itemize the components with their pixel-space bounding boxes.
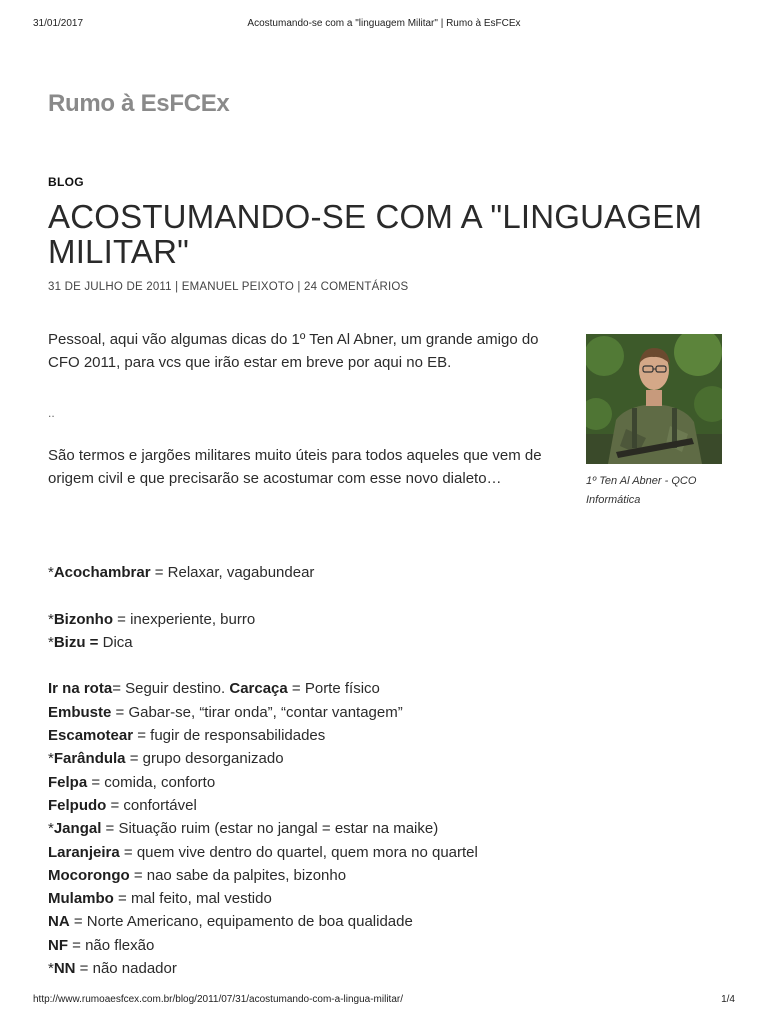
glossary-text: = fugir de responsabilidades — [133, 727, 326, 745]
post-category-link[interactable]: BLOG — [48, 175, 84, 189]
glossary-term: Bizonho — [53, 610, 113, 628]
glossary-entry — [48, 701, 728, 724]
glossary-entry — [48, 957, 728, 980]
glossary-list — [48, 561, 728, 980]
glossary-entry — [48, 608, 728, 631]
glossary-entry — [48, 724, 728, 747]
glossary-text: * — [48, 960, 54, 978]
glossary-text: = não flexão — [68, 936, 155, 954]
glossary-text: = Situação ruim (estar no jangal = estar na maike) — [101, 820, 439, 838]
glossary-text: = quem vive dentro do quartel, quem mora no quartel — [119, 843, 478, 861]
glossary-entry — [48, 561, 728, 584]
glossary-text: = Relaxar, vagabundear — [150, 564, 315, 581]
glossary-text: * — [48, 610, 54, 628]
glossary-term: Felpa — [48, 773, 88, 791]
glossary-text: = inexperiente, burro — [113, 610, 256, 628]
glossary-text: * — [48, 750, 54, 768]
glossary-term: Farândula — [53, 750, 126, 768]
print-date: 31/01/2017 — [33, 18, 84, 29]
glossary-term: Jangal — [53, 820, 102, 838]
glossary-term: Laranjeira — [48, 843, 120, 861]
glossary-term: Mocorongo — [48, 866, 130, 884]
glossary-term: Mulambo — [48, 890, 114, 908]
glossary-entry — [48, 677, 728, 700]
glossary-text: = grupo desorganizado — [125, 750, 284, 768]
post-meta — [48, 281, 408, 293]
glossary-term: NA — [48, 913, 70, 931]
print-url: http://www.rumoaesfcex.com.br/blog/2011/07/31/acostumando-com-a-lingua-militar/ — [33, 994, 403, 1005]
glossary-entry — [48, 817, 728, 840]
glossary-entry — [48, 631, 728, 654]
glossary-term: Bizu = — [53, 633, 99, 651]
glossary-spacer — [48, 654, 728, 677]
glossary-term: Embuste — [48, 703, 112, 721]
glossary-entry — [48, 841, 728, 864]
glossary-term: NF — [48, 936, 68, 954]
glossary-entry — [48, 910, 728, 933]
glossary-term: Acochambrar — [53, 564, 151, 581]
print-page-title: Acostumando-se com a "linguagem Militar" | Rumo à EsFCEx — [247, 18, 521, 29]
meta-separator: | — [171, 281, 182, 293]
glossary-text: = nao sabe da palpites, bizonho — [129, 866, 347, 884]
glossary-entry — [48, 747, 728, 770]
glossary-entry — [48, 934, 728, 957]
author-figure — [586, 334, 722, 510]
glossary-entry — [48, 771, 728, 794]
glossary-spacer — [48, 584, 728, 607]
glossary-term: NN — [53, 960, 76, 978]
meta-separator: | — [294, 281, 305, 293]
glossary-text: * — [48, 820, 54, 838]
glossary-text: = comida, conforto — [87, 773, 216, 791]
glossary-term: Carcaça — [229, 680, 288, 698]
glossary-entry — [48, 794, 728, 817]
glossary-text: = confortável — [106, 796, 197, 814]
glossary-text: = mal feito, mal vestido — [113, 890, 272, 908]
glossary-text: * — [48, 633, 54, 651]
officer-photo — [586, 334, 722, 464]
intro-paragraph-2: São termos e jargões militares muito úteis para todos aqueles que vem de origem civil e que precisarão se acostumar com esse novo dialeto… — [48, 447, 542, 487]
image-caption: 1º Ten Al Abner - QCO Informática — [586, 475, 697, 506]
post-author-link[interactable]: EMANUEL PEIXOTO — [181, 281, 295, 293]
intro-paragraph: Pessoal, aqui vão algumas dicas do 1º Ten Al Abner, um grande amigo do CFO 2011, para vcs que irão estar em breve por aqui no EB. — [48, 331, 539, 371]
glossary-entry — [48, 887, 728, 910]
glossary-text: = Norte Americano, equipamento de boa qualidade — [69, 913, 413, 931]
post-comments-link[interactable]: 24 COMENTÁRIOS — [304, 281, 409, 293]
glossary-text: = não nadador — [75, 960, 177, 978]
glossary-text: * — [48, 564, 54, 581]
print-page-count: 1/4 — [721, 994, 735, 1005]
glossary-term: Ir na rota — [48, 680, 113, 698]
post-title: ACOSTUMANDO-SE COM A "LINGUAGEM MILITAR" — [48, 198, 703, 270]
site-title-link[interactable]: Rumo à EsFCEx — [48, 90, 230, 117]
glossary-text: Dica — [98, 633, 133, 651]
glossary-term: Felpudo — [48, 796, 107, 814]
ellipsis-paragraph: .. — [48, 406, 55, 420]
post-date-link[interactable]: 31 DE JULHO DE 2011 — [48, 281, 172, 293]
glossary-text: = Porte físico — [287, 680, 380, 698]
glossary-text: = Gabar-se, “tirar onda”, “contar vantagem” — [111, 703, 403, 721]
glossary-text: = Seguir destino. — [112, 680, 230, 698]
glossary-entry — [48, 864, 728, 887]
glossary-term: Escamotear — [48, 727, 134, 745]
